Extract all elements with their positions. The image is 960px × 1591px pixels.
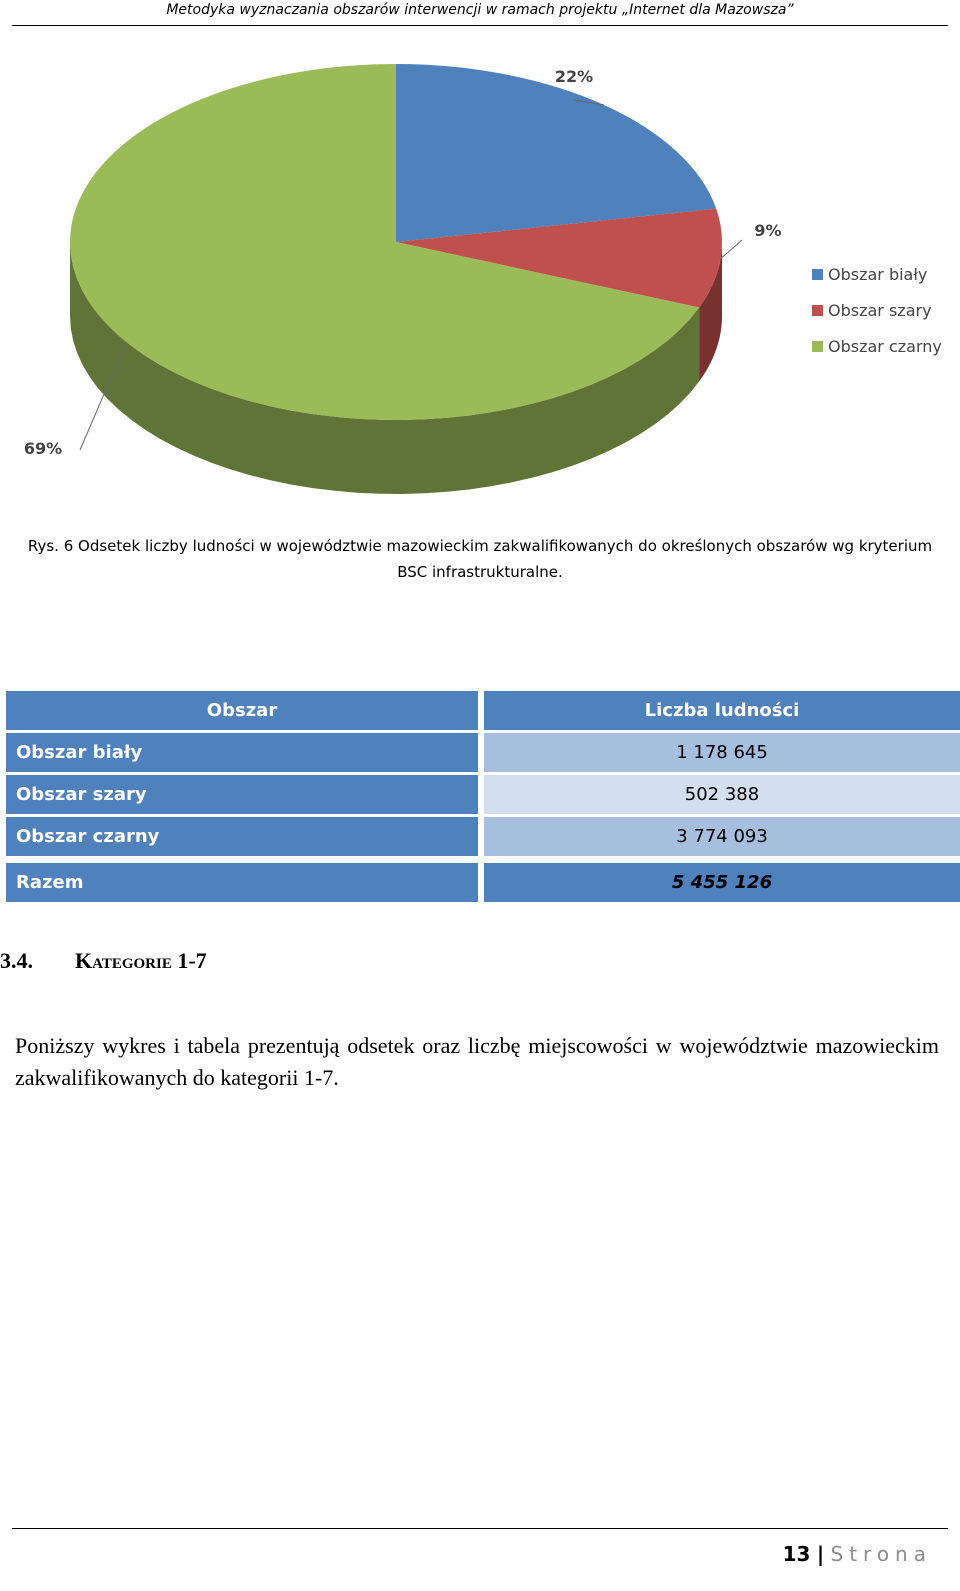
row-value: 1 178 645 (484, 733, 960, 772)
section-heading (0, 948, 207, 974)
footer-separator: | (816, 1542, 825, 1566)
legend-swatch (812, 269, 823, 280)
body-paragraph: Poniższy wykres i tabela prezentują odsetek oraz liczbę miejscowości w województwie mazowieckim zakwalifikowanych do kategorii 1-7. (15, 1033, 939, 1090)
figure-caption: Rys. 6 Odsetek liczby ludności w województwie mazowieckim zakwalifikowanych do określonych obszarów wg kryterium BSC infrastrukturalne. (27, 537, 933, 581)
page-footer (783, 1542, 932, 1566)
running-title: Metodyka wyznaczania obszarów interwencji w ramach projektu „Internet dla Mazowsza” (166, 2, 794, 18)
legend-swatch (812, 305, 823, 316)
page-label: Strona (830, 1542, 932, 1566)
pie-chart (0, 40, 960, 510)
header-area: Obszar (6, 691, 484, 730)
total-value: 5 455 126 (484, 859, 960, 902)
table-row (6, 733, 960, 772)
table-row (6, 817, 960, 856)
row-label: Obszar czarny (6, 817, 484, 856)
running-header (12, 0, 948, 26)
page-number: 13 (782, 1542, 811, 1566)
legend-swatch (812, 341, 823, 352)
section-title: Kategorie 1-7 (75, 948, 207, 973)
row-label: Obszar szary (6, 775, 484, 814)
row-value: 502 388 (484, 775, 960, 814)
leader-line (721, 240, 742, 259)
legend-label: Obszar szary (828, 301, 932, 320)
table-header-row (6, 691, 960, 730)
data-label: 22% (554, 67, 594, 86)
table-row (6, 775, 960, 814)
row-value: 3 774 093 (484, 817, 960, 856)
row-label: Obszar biały (6, 733, 484, 772)
data-label: 9% (754, 221, 782, 240)
population-table (6, 688, 960, 905)
table-total-row (6, 859, 960, 902)
legend-label: Obszar biały (828, 265, 928, 284)
legend-label: Obszar czarny (828, 337, 942, 356)
footer-rule (12, 1528, 948, 1529)
data-label: 69% (23, 439, 63, 458)
section-number: 3.4. (0, 948, 33, 973)
header-population: Liczba ludności (484, 691, 960, 730)
total-label: Razem (6, 859, 484, 902)
